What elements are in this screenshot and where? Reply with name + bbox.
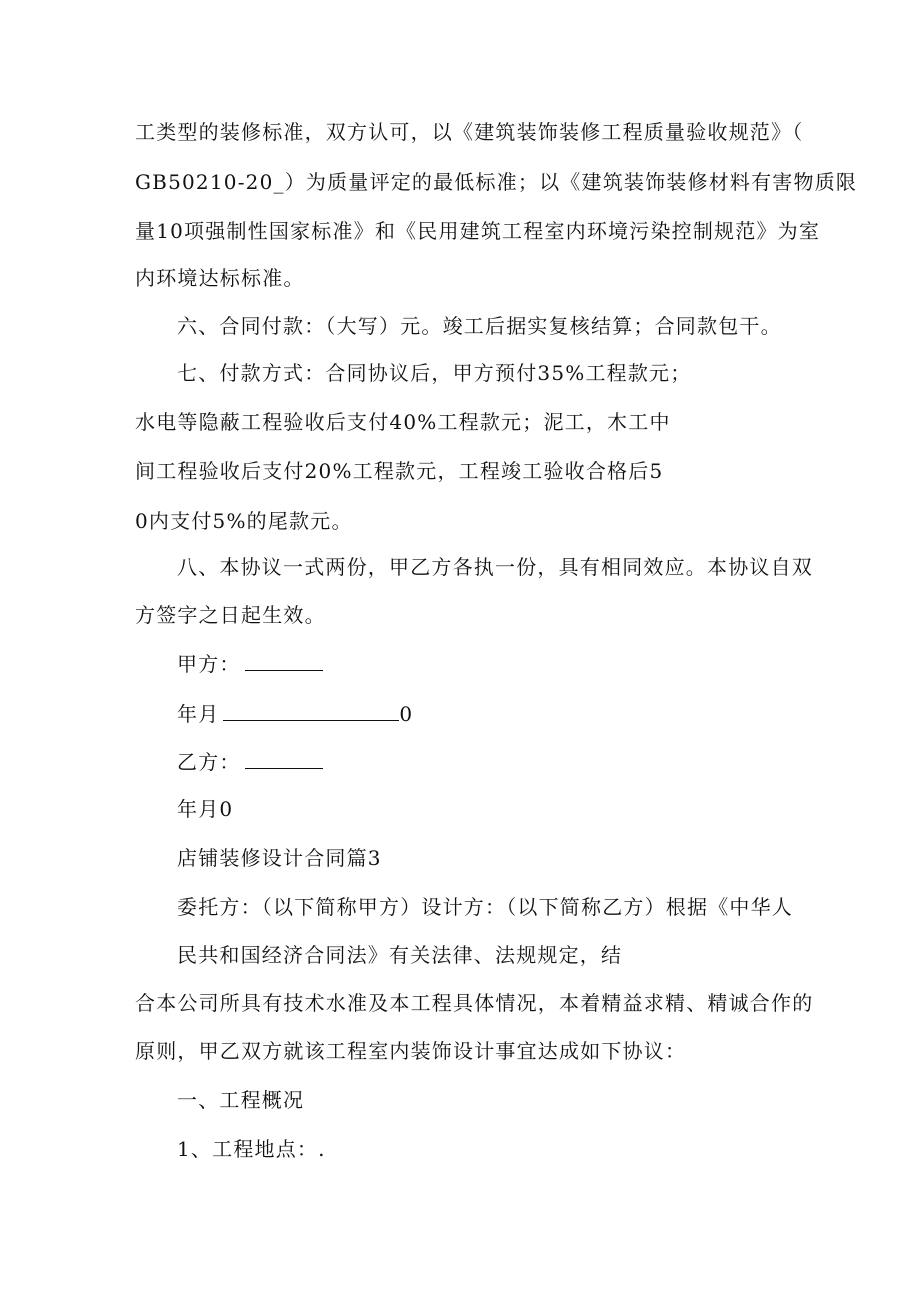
paragraph-line: 0内支付5%的尾款元。 <box>135 509 353 533</box>
date-b-line: 年月0 <box>177 797 234 821</box>
party-b-signature <box>177 748 323 776</box>
paragraph-line: 原则，甲乙双方就该工程室内装饰设计事宜达成如下协议： <box>135 1039 687 1063</box>
clause-seven: 七、付款方式：合同协议后，甲方预付35%工程款元； <box>177 361 692 385</box>
section-title: 店铺装修设计合同篇3 <box>177 846 382 870</box>
party-a-label: 甲方： <box>177 652 241 676</box>
clause-six: 六、合同付款：（大写）元。竣工后据实复核结算；合同款包干。 <box>177 314 782 338</box>
paragraph-line: GB50210-20_）为质量评定的最低标准；以《建筑装饰装修材料有害物质限 <box>135 170 858 194</box>
date-a-blank <box>223 700 399 721</box>
date-a-label: 年月 <box>177 702 220 726</box>
party-a-blank <box>245 650 323 671</box>
item-project-location: 1、工程地点：. <box>177 1137 326 1161</box>
paragraph-line: 工类型的装修标准，双方认可，以《建筑装饰装修工程质量验收规范》（ <box>135 120 804 144</box>
paragraph-line: 方签字之日起生效。 <box>135 603 326 627</box>
date-a-suffix: 0 <box>399 702 414 726</box>
paragraph-line: 内环境达标标准。 <box>135 266 305 290</box>
paragraph-line: 间工程验收后支付20%工程款元，工程竣工验收合格后5 <box>135 459 664 483</box>
paragraph-line: 民共和国经济合同法》有关法律、法规规定，结 <box>177 943 623 967</box>
paragraph-line: 水电等隐蔽工程验收后支付40%工程款元；泥工，木工中 <box>135 410 671 434</box>
paragraph-line: 委托方：（以下简称甲方）设计方：（以下简称乙方）根据《中华人 <box>177 895 793 919</box>
heading-project-overview: 一、工程概况 <box>177 1088 305 1112</box>
paragraph-line: 量10项强制性国家标准》和《民用建筑工程室内环境污染控制规范》为室 <box>135 219 821 243</box>
party-b-blank <box>245 748 323 769</box>
clause-eight: 八、本协议一式两份，甲乙方各执一份，具有相同效应。本协议自双 <box>177 555 813 579</box>
paragraph-line: 合本公司所具有技术水准及本工程具体情况，本着精益求精、精诚合作的 <box>135 991 814 1015</box>
party-b-label: 乙方： <box>177 750 241 774</box>
party-a-signature <box>177 650 323 678</box>
date-a-line <box>177 700 413 728</box>
